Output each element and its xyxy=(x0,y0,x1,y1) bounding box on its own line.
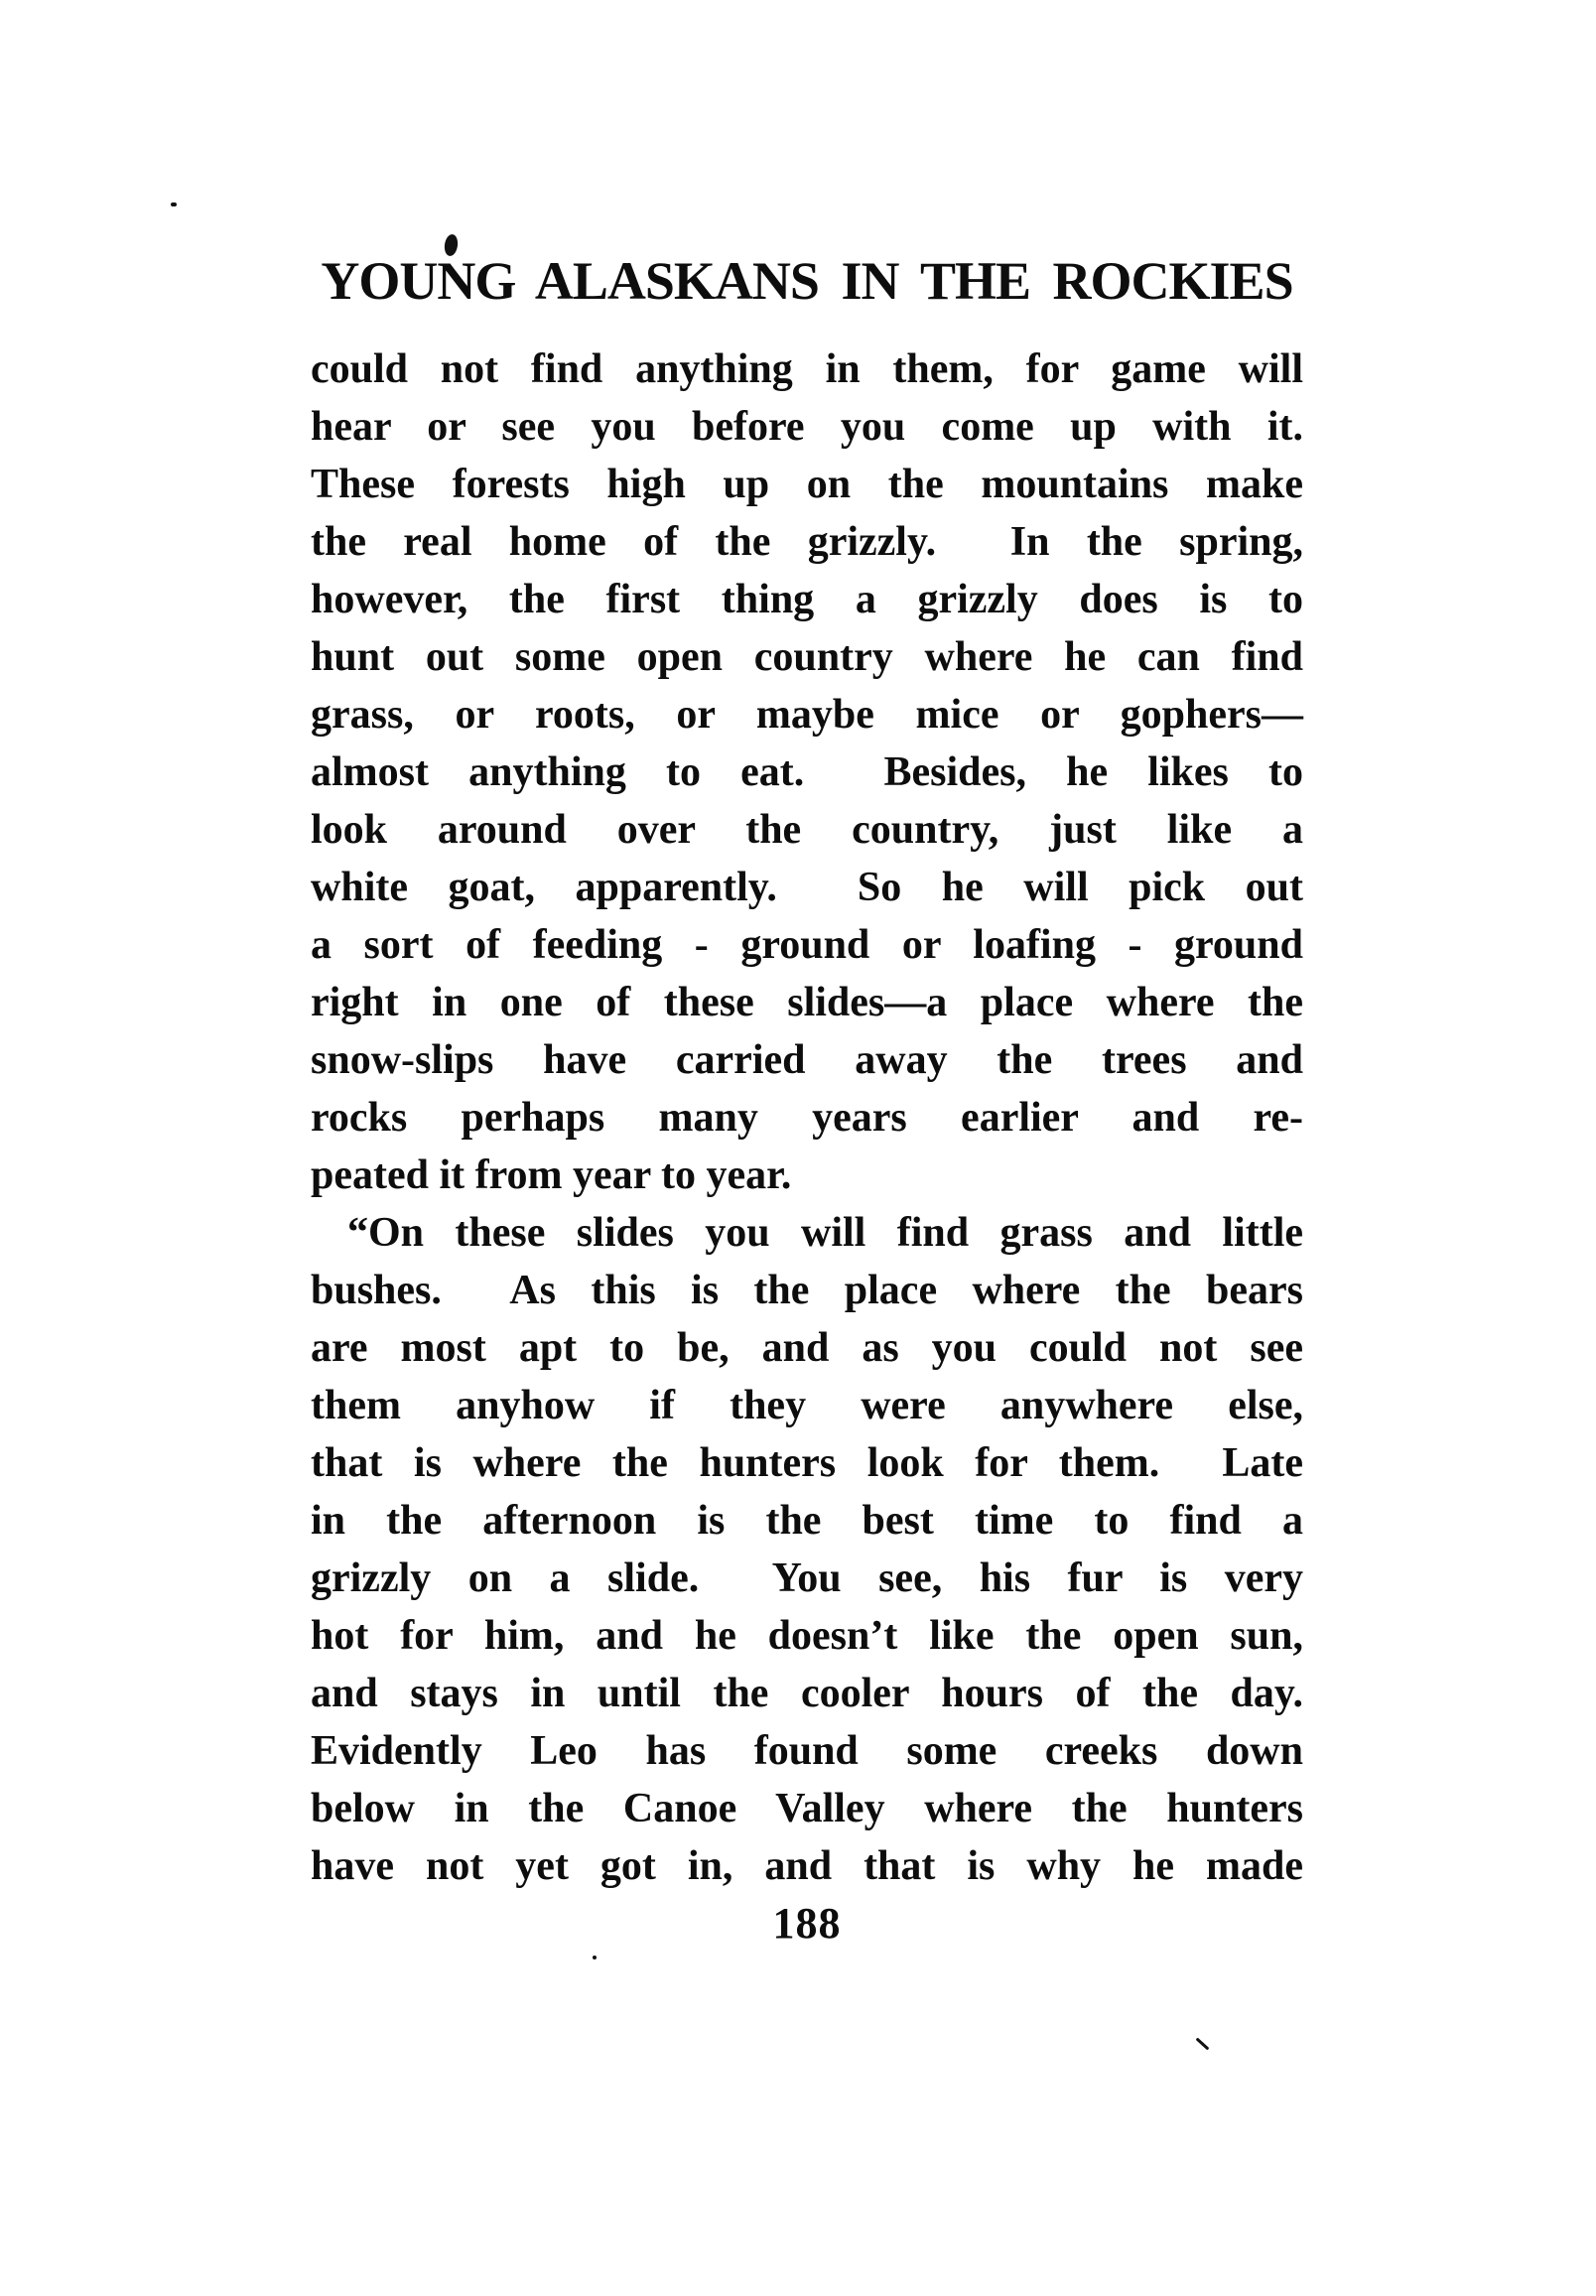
text-line: look around over the country, just like a xyxy=(311,807,1303,853)
text-line: are most apt to be, and as you could not see xyxy=(311,1325,1303,1371)
text-line: grass, or roots, or maybe mice or gophers— xyxy=(311,692,1303,738)
ink-speck xyxy=(593,1956,597,1959)
text-line: almost anything to eat. Besides, he likes to xyxy=(311,749,1303,795)
text-line: in the afternoon is the best time to find a xyxy=(311,1498,1303,1544)
text-line: the real home of the grizzly. In the spring, xyxy=(311,519,1303,565)
text-line: a sort of feeding - ground or loafing - ground xyxy=(311,922,1303,968)
pen-stroke-mark xyxy=(1196,2038,1210,2051)
body-text-block xyxy=(311,340,1303,1895)
text-line: peated it from year to year. xyxy=(311,1152,792,1198)
running-head-title: YOUNG ALASKANS IN THE ROCKIES xyxy=(321,251,1293,311)
text-line: and stays in until the cooler hours of the day. xyxy=(311,1671,1303,1716)
text-line: however, the first thing a grizzly does is to xyxy=(311,577,1303,622)
text-line: could not find anything in them, for game will xyxy=(311,346,1303,392)
text-line: that is where the hunters look for them. Late xyxy=(311,1440,1303,1486)
text-line: hot for him, and he doesn’t like the open sun, xyxy=(311,1613,1303,1659)
text-line: hear or see you before you come up with it. xyxy=(311,404,1303,450)
text-line: bushes. As this is the place where the bears xyxy=(311,1268,1303,1313)
page-number: 188 xyxy=(772,1899,842,1948)
text-line: rocks perhaps many years earlier and re- xyxy=(311,1095,1303,1141)
text-line: Evidently Leo has found some creeks down xyxy=(311,1728,1303,1774)
text-line: white goat, apparently. So he will pick out xyxy=(311,865,1303,910)
text-line: right in one of these slides—a place where the xyxy=(311,980,1303,1025)
text-line: hunt out some open country where he can find xyxy=(311,634,1303,680)
text-line: below in the Canoe Valley where the hunters xyxy=(311,1786,1303,1831)
text-line: “On these slides you will find grass and little xyxy=(347,1210,1303,1256)
ink-speck xyxy=(171,203,177,206)
text-line: them anyhow if they were anywhere else, xyxy=(311,1383,1303,1428)
text-line: These forests high up on the mountains make xyxy=(311,462,1303,507)
text-line: grizzly on a slide. You see, his fur is very xyxy=(311,1555,1303,1601)
text-line: have not yet got in, and that is why he made xyxy=(311,1843,1303,1889)
text-line: snow-slips have carried away the trees and xyxy=(311,1037,1303,1083)
